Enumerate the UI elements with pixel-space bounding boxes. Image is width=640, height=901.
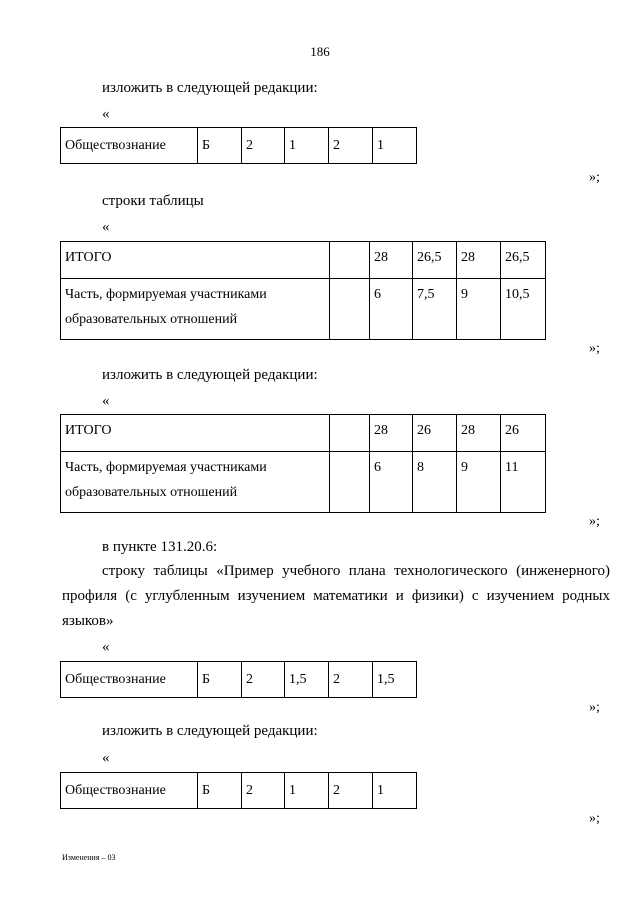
table-cell: 8 bbox=[413, 452, 457, 513]
table-row bbox=[61, 242, 546, 279]
table-cell: Б bbox=[198, 128, 242, 164]
table-cell: 1,5 bbox=[373, 662, 417, 698]
table-cell bbox=[330, 452, 370, 513]
quote-close-3: »; bbox=[589, 514, 600, 529]
table-cell: 10,5 bbox=[501, 279, 546, 340]
table-cell: 1,5 bbox=[285, 662, 329, 698]
quote-close-5: »; bbox=[589, 811, 600, 826]
table-cell: 1 bbox=[285, 128, 329, 164]
table-cell: 28 bbox=[457, 415, 501, 452]
table-cell: ИТОГО bbox=[61, 242, 330, 279]
table-rows-label: строки таблицы bbox=[102, 193, 204, 209]
quote-open-3: « bbox=[102, 393, 110, 409]
table-cell: Обществознание bbox=[61, 773, 198, 809]
table-cell: 2 bbox=[329, 773, 373, 809]
table-cell: 2 bbox=[329, 662, 373, 698]
table-cell: 1 bbox=[373, 773, 417, 809]
table-cell bbox=[330, 242, 370, 279]
table-row bbox=[61, 128, 417, 164]
table-cell: 1 bbox=[373, 128, 417, 164]
table-3 bbox=[60, 414, 546, 513]
table-cell: Б bbox=[198, 662, 242, 698]
table-cell: 2 bbox=[329, 128, 373, 164]
table-cell: 28 bbox=[370, 242, 413, 279]
table-row bbox=[61, 452, 546, 513]
table-cell: 28 bbox=[457, 242, 501, 279]
table-cell: 11 bbox=[501, 452, 546, 513]
quote-open-1: « bbox=[102, 106, 110, 122]
table-row bbox=[61, 773, 417, 809]
section-reference: в пункте 131.20.6: bbox=[102, 539, 218, 555]
table-cell: Б bbox=[198, 773, 242, 809]
redaction-instruction-1: изложить в следующей редакции: bbox=[102, 80, 318, 96]
table-cell: Обществознание bbox=[61, 128, 198, 164]
table-cell: 26,5 bbox=[413, 242, 457, 279]
table-row bbox=[61, 662, 417, 698]
table-cell: 28 bbox=[370, 415, 413, 452]
table-cell: Часть, формируемая участниками образовательных отношений bbox=[61, 279, 330, 340]
table-2 bbox=[60, 241, 546, 340]
table-cell: 6 bbox=[370, 452, 413, 513]
table-cell bbox=[330, 279, 370, 340]
table-cell: 26,5 bbox=[501, 242, 546, 279]
quote-open-4: « bbox=[102, 639, 110, 655]
quote-close-1: »; bbox=[589, 170, 600, 185]
table-cell: 7,5 bbox=[413, 279, 457, 340]
table-cell: 26 bbox=[413, 415, 457, 452]
page-number: 186 bbox=[310, 44, 330, 59]
table-cell: 2 bbox=[242, 662, 285, 698]
table-5 bbox=[60, 772, 417, 809]
redaction-instruction-3: изложить в следующей редакции: bbox=[102, 723, 318, 739]
quote-open-2: « bbox=[102, 219, 110, 235]
table-cell: 9 bbox=[457, 279, 501, 340]
table-cell: 1 bbox=[285, 773, 329, 809]
quote-close-2: »; bbox=[589, 341, 600, 356]
redaction-instruction-2: изложить в следующей редакции: bbox=[102, 367, 318, 383]
table-cell: 2 bbox=[242, 128, 285, 164]
footer-revision-note: Изменения – 03 bbox=[62, 853, 116, 862]
table-row bbox=[61, 415, 546, 452]
table-cell: 9 bbox=[457, 452, 501, 513]
paragraph-text: строку таблицы «Пример учебного плана технологического (инженерного) профиля (с углубленным изучением математики и физики) с изучением родных языков» bbox=[62, 563, 610, 629]
quote-open-5: « bbox=[102, 750, 110, 766]
table-1 bbox=[60, 127, 417, 164]
quote-close-4: »; bbox=[589, 700, 600, 715]
table-row bbox=[61, 279, 546, 340]
table-cell: 6 bbox=[370, 279, 413, 340]
table-cell: 2 bbox=[242, 773, 285, 809]
table-cell: Обществознание bbox=[61, 662, 198, 698]
table-cell: 26 bbox=[501, 415, 546, 452]
table-cell: Часть, формируемая участниками образовательных отношений bbox=[61, 452, 330, 513]
table-cell: ИТОГО bbox=[61, 415, 330, 452]
table-cell bbox=[330, 415, 370, 452]
table-4 bbox=[60, 661, 417, 698]
